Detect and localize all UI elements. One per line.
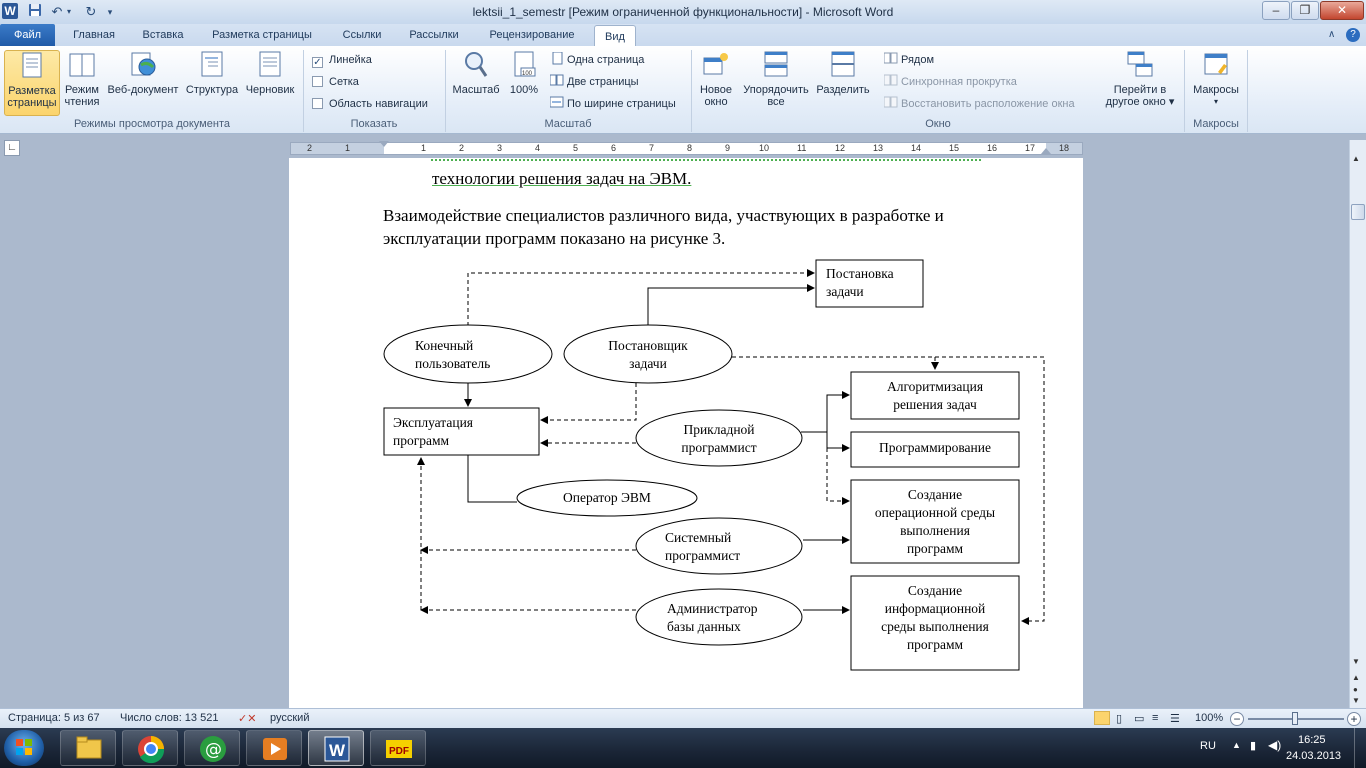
svg-text:PDF: PDF: [389, 746, 409, 757]
one-page-icon: [550, 52, 564, 65]
taskbar-mail-agent[interactable]: [184, 730, 240, 766]
one-page-button[interactable]: Одна страница: [550, 51, 644, 71]
two-pages-icon: [550, 74, 564, 87]
group-label-window: Окно: [925, 118, 951, 130]
taskbar-explorer[interactable]: [60, 730, 116, 766]
dropdown-arrow-icon: ▾: [1213, 97, 1218, 106]
ribbon: [0, 46, 1366, 134]
svg-text:@: @: [205, 740, 222, 760]
zoom-out-icon[interactable]: −: [1230, 712, 1244, 726]
taskbar: [0, 728, 1366, 768]
algo-label: Алгоритмизация решения задач: [886, 379, 984, 412]
reset-window-position-button[interactable]: Восстановить расположение окна: [884, 95, 1075, 115]
page-width-button[interactable]: По ширине страницы: [550, 95, 676, 115]
scroll-thumb[interactable]: [1351, 204, 1365, 220]
ruler-checkbox[interactable]: ✓ Линейка: [313, 54, 372, 68]
start-button[interactable]: [4, 730, 44, 766]
switch-windows-icon: [1126, 50, 1154, 80]
split-icon: [829, 50, 857, 80]
group-label-zoom: Масштаб: [544, 118, 592, 130]
customize-qat-icon[interactable]: ▾: [107, 7, 113, 17]
new-window-button[interactable]: Новое окно: [696, 50, 736, 108]
tab-references[interactable]: Ссылки: [342, 29, 382, 41]
view-outline-icon[interactable]: ≡: [1152, 712, 1159, 724]
view-reading-icon[interactable]: ▯: [1116, 713, 1123, 725]
reading-mode-button[interactable]: Режим чтения: [62, 50, 102, 108]
browse-object-icon[interactable]: ●: [1353, 685, 1358, 694]
taskbar-chrome[interactable]: [122, 730, 178, 766]
side-by-side-button[interactable]: Рядом: [884, 51, 934, 71]
tab-mailings[interactable]: Рассылки: [409, 29, 459, 41]
zoom-slider-thumb[interactable]: [1292, 712, 1298, 725]
exploitation-label: Эксплуатация программ: [393, 415, 474, 448]
group-label-show: Показать: [350, 118, 398, 130]
split-button[interactable]: Разделить: [814, 50, 872, 96]
draft-button[interactable]: Черновик: [242, 50, 298, 96]
undo-icon[interactable]: ↶: [51, 4, 63, 19]
taskbar-pdf[interactable]: [370, 730, 426, 766]
end-user-label: Конечный пользователь: [415, 338, 491, 371]
volume-icon[interactable]: ◀): [1268, 738, 1282, 752]
arrange-all-button[interactable]: Упорядочить все: [738, 50, 814, 108]
word-app-icon[interactable]: W: [2, 3, 18, 19]
info-label: Создание информационной среды выполнения программ: [881, 583, 989, 652]
right-indent-marker[interactable]: [1041, 148, 1051, 154]
horizontal-ruler[interactable]: 2 1 1 2 3 4 5 6 7 8 9 10 11 12 13 14 15 16 17 18: [290, 142, 1083, 155]
postanovka-label: Постановка задачи: [826, 266, 894, 299]
applied-programmer-label: Прикладной программист: [681, 422, 757, 455]
taskbar-word[interactable]: [308, 730, 364, 766]
paragraph-line-1: Взаимодействие специалистов различного вида, участвующих в разработке и: [383, 206, 944, 225]
redo-icon[interactable]: ↻: [85, 4, 97, 19]
page-count[interactable]: Страница: 5 из 67: [8, 712, 100, 724]
env-label: Создание операционной среды выполнения программ: [874, 487, 996, 556]
minimize-ribbon-icon[interactable]: ∧: [1328, 29, 1336, 40]
print-layout-button[interactable]: Разметка страницы: [4, 50, 60, 116]
checkbox-icon: [312, 98, 323, 109]
web-layout-button[interactable]: Веб-документ: [104, 50, 182, 96]
show-desktop-button[interactable]: [1354, 728, 1366, 768]
view-draft-icon[interactable]: ☰: [1170, 713, 1180, 725]
tab-review[interactable]: Рецензирование: [489, 29, 575, 41]
print-layout-icon: [18, 51, 46, 81]
scroll-down-icon[interactable]: ▼: [1352, 657, 1360, 666]
taskbar-media-player[interactable]: [246, 730, 302, 766]
view-print-layout-icon[interactable]: [1094, 711, 1110, 725]
next-page-icon[interactable]: ▼: [1352, 696, 1360, 705]
nav-pane-checkbox[interactable]: Область навигации: [312, 96, 428, 114]
close-button[interactable]: ✕: [1320, 1, 1364, 20]
draft-icon: [256, 50, 284, 80]
ribbon-tabs: [0, 24, 1366, 46]
outline-icon: [198, 50, 226, 80]
group-label-macros: Макросы: [1193, 118, 1239, 130]
checkbox-checked-icon: ✓: [313, 57, 322, 68]
postanovshik-label: Постановщик задачи: [608, 338, 688, 371]
pdf-icon: [371, 731, 427, 767]
zoom-100-button[interactable]: 100 100%: [504, 50, 544, 96]
page-100-icon: [510, 50, 538, 80]
svg-text:100: 100: [522, 71, 533, 77]
indent-marker[interactable]: [379, 141, 389, 147]
folder-icon: [61, 731, 117, 767]
sysprog-label: Системный программист: [665, 530, 741, 563]
dba-label: Администратор базы данных: [667, 601, 758, 634]
chrome-icon: [123, 731, 179, 767]
tab-page-layout[interactable]: Разметка страницы: [212, 29, 312, 41]
tab-insert[interactable]: Вставка: [142, 29, 184, 41]
group-label-views: Режимы просмотра документа: [74, 118, 230, 130]
clock-date[interactable]: 24.03.2013: [1286, 750, 1342, 762]
zoom-level[interactable]: 100%: [1195, 712, 1224, 724]
side-by-side-icon: [884, 52, 898, 65]
mail-agent-icon: [185, 731, 241, 767]
svg-text:W: W: [329, 741, 346, 760]
clock-time[interactable]: 16:25: [1298, 734, 1326, 746]
document-page[interactable]: [289, 158, 1083, 708]
page-width-icon: [550, 96, 564, 109]
tab-view[interactable]: Вид: [594, 25, 636, 47]
view-web-icon[interactable]: ▭: [1134, 713, 1145, 725]
minimize-button[interactable]: –: [1262, 1, 1290, 20]
reset-position-icon: [884, 96, 898, 109]
prev-page-icon[interactable]: ▲: [1352, 673, 1360, 682]
operator-label: Оператор ЭВМ: [563, 490, 651, 505]
dropdown-arrow-icon: ▾: [1165, 96, 1175, 108]
tab-selector[interactable]: ∟: [4, 140, 20, 156]
input-language[interactable]: RU: [1200, 740, 1216, 752]
sync-scroll-icon: [884, 74, 898, 87]
zoom-in-icon[interactable]: +: [1347, 712, 1361, 726]
macros-button[interactable]: Макросы ▾: [1188, 50, 1244, 108]
tab-file[interactable]: Файл: [0, 24, 55, 46]
restore-button[interactable]: ❐: [1291, 1, 1319, 20]
grid-checkbox[interactable]: Сетка: [312, 74, 359, 92]
media-player-icon: [247, 731, 303, 767]
tab-home[interactable]: Главная: [73, 29, 115, 41]
network-icon[interactable]: ▮: [1250, 740, 1257, 752]
word-icon: [309, 731, 365, 767]
status-bar: [0, 708, 1366, 728]
zoom-button[interactable]: Масштаб: [450, 50, 502, 96]
language[interactable]: русский: [270, 712, 310, 724]
separator: [1247, 50, 1248, 132]
proofing-icon[interactable]: ✓✕: [238, 713, 257, 725]
arrange-all-icon: [762, 50, 790, 80]
prev-paragraph-line: технологии решения задач на ЭВМ.: [432, 169, 692, 188]
programming-label: Программирование: [879, 440, 991, 455]
undo-dropdown-icon[interactable]: ▾: [66, 7, 71, 16]
switch-windows-button[interactable]: Перейти в другое окно ▾: [1100, 50, 1180, 108]
sync-scroll-button[interactable]: Синхронная прокрутка: [884, 73, 1017, 93]
macros-icon: [1202, 50, 1230, 80]
ruler-margin-left: [291, 143, 384, 154]
title-bar: [0, 0, 1366, 24]
magnifier-icon: [462, 50, 490, 80]
two-pages-button[interactable]: Две страницы: [550, 73, 639, 93]
scroll-up-icon[interactable]: ▲: [1352, 154, 1360, 163]
outline-button[interactable]: Структура: [184, 50, 240, 96]
reading-mode-icon: [68, 50, 96, 80]
help-icon[interactable]: ?: [1346, 28, 1360, 42]
checkbox-icon: [312, 76, 323, 87]
word-count[interactable]: Число слов: 13 521: [120, 712, 219, 724]
vertical-scrollbar[interactable]: [1349, 140, 1366, 708]
new-window-icon: [702, 50, 730, 80]
paragraph-line-2: эксплуатации программ показано на рисунке 3.: [383, 229, 726, 248]
tray-expand-icon[interactable]: ▲: [1232, 740, 1241, 750]
globe-icon: [129, 50, 157, 80]
window-title: lektsii_1_semestr [Режим ограниченной функциональности] - Microsoft Word: [472, 5, 894, 19]
